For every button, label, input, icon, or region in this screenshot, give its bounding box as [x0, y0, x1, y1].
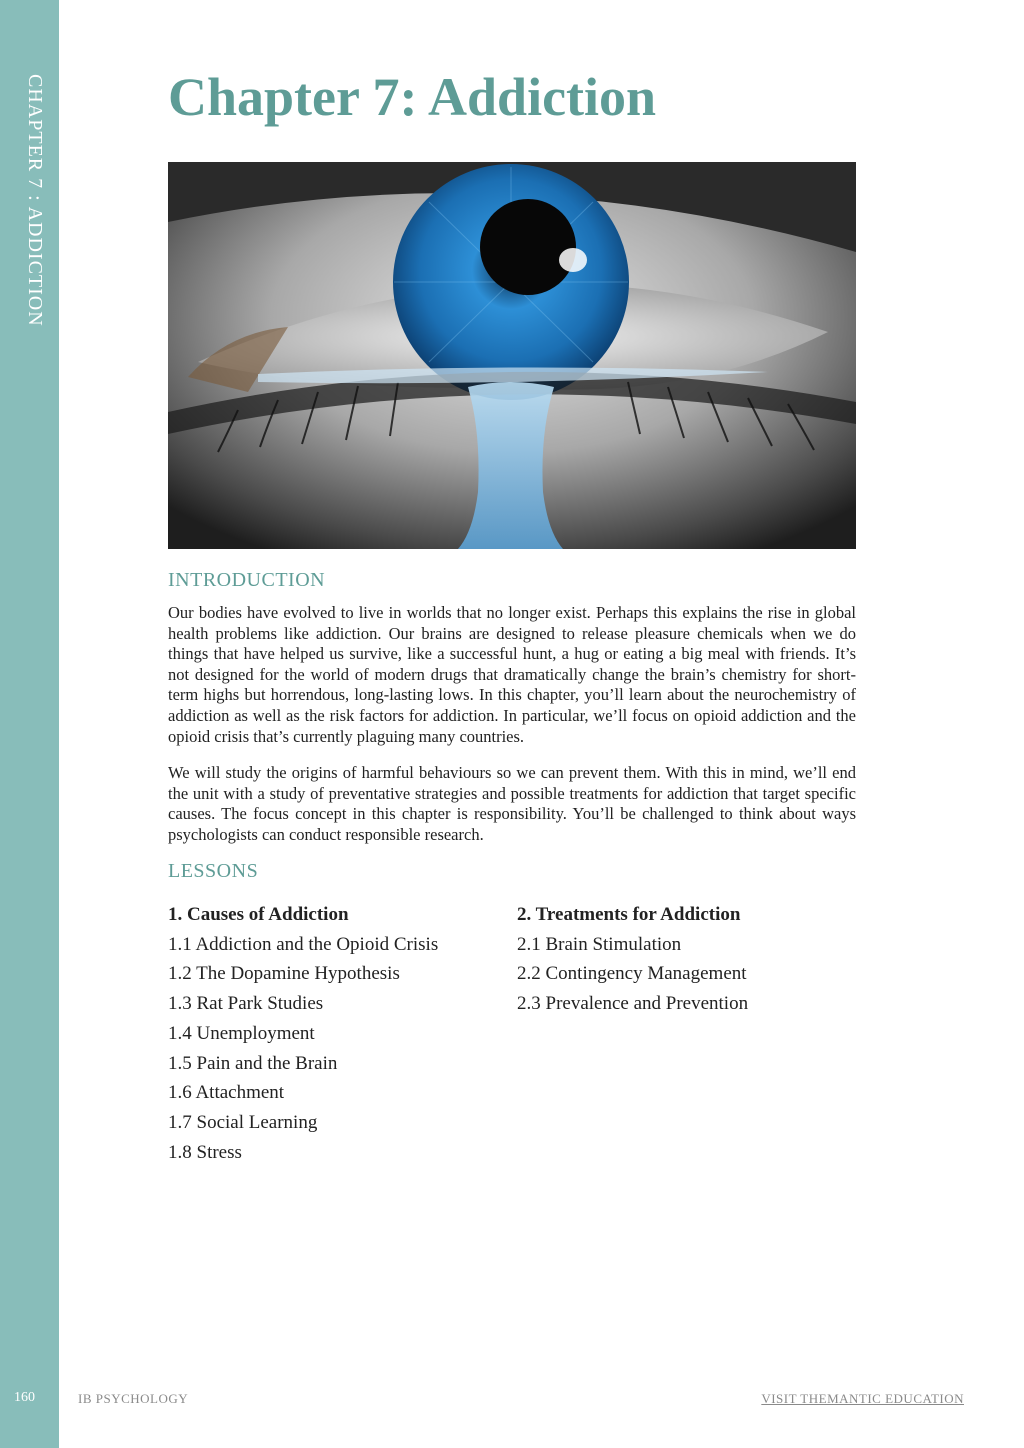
lesson-group-title: 2. Treatments for Addiction — [517, 904, 741, 925]
chapter-title: Chapter 7: Addiction — [168, 67, 657, 127]
lesson-item: 1.1 Addiction and the Opioid Crisis — [168, 933, 439, 955]
chapter-side-strip — [0, 0, 59, 1448]
lesson-item: 1.7 Social Learning — [168, 1111, 318, 1133]
footer-link[interactable]: VISIT THEMANTIC EDUCATION — [761, 1391, 964, 1406]
lesson-item: 1.3 Rat Park Studies — [168, 993, 324, 1015]
lesson-item: 2.3 Prevalence and Prevention — [517, 993, 749, 1015]
lesson-item: 2.1 Brain Stimulation — [517, 933, 682, 955]
lesson-item: 1.8 Stress — [168, 1141, 242, 1163]
introduction-heading: INTRODUCTION — [168, 569, 326, 591]
side-chapter-title: CHAPTER 7 : ADDICTION — [24, 74, 46, 327]
page-number: 160 — [14, 1390, 35, 1405]
lessons-heading: LESSONS — [168, 860, 259, 882]
lesson-item: 2.2 Contingency Management — [517, 963, 747, 985]
lesson-item: 1.5 Pain and the Brain — [168, 1052, 338, 1074]
intro-paragraph-2: We will study the origins of harmful behaviours so we can prevent them. With this in mind, we’ll end the unit with a study of preventative strategies and possible treatments for addiction that target specific causes. The focus concept in this chapter is responsibility. You’ll be challenged to think about ways psychologists can conduct responsible research. — [168, 763, 856, 844]
eye-illustration — [168, 162, 856, 549]
lesson-item: 1.6 Attachment — [168, 1082, 285, 1104]
lesson-group-title: 1. Causes of Addiction — [168, 904, 349, 925]
intro-paragraph-1: Our bodies have evolved to live in worlds that no longer exist. Perhaps this explains the rise in global health problems like addiction. Our brains are designed to release pleasure chemicals when we do things that have helped us survive, like a successful hunt, a hug or eating a big meal with friends. It’s not designed for the world of modern drugs that dramatically change the brain’s chemistry for short-term highs but horrendous, long-lasting lows. In this chapter, you’ll learn about the neurochemistry of addiction as well as the risk factors for addiction. In particular, we’ll focus on opioid addiction and the opioid crisis that’s currently plaguing many countries. — [168, 603, 856, 746]
lessons-column-causes — [168, 900, 498, 1167]
lessons-column-treatments — [517, 900, 857, 1019]
hero-image-eye — [168, 162, 856, 549]
footer-book-title: IB PSYCHOLOGY — [78, 1391, 189, 1406]
lesson-item: 1.2 The Dopamine Hypothesis — [168, 963, 400, 985]
lesson-item: 1.4 Unemployment — [168, 1022, 315, 1044]
